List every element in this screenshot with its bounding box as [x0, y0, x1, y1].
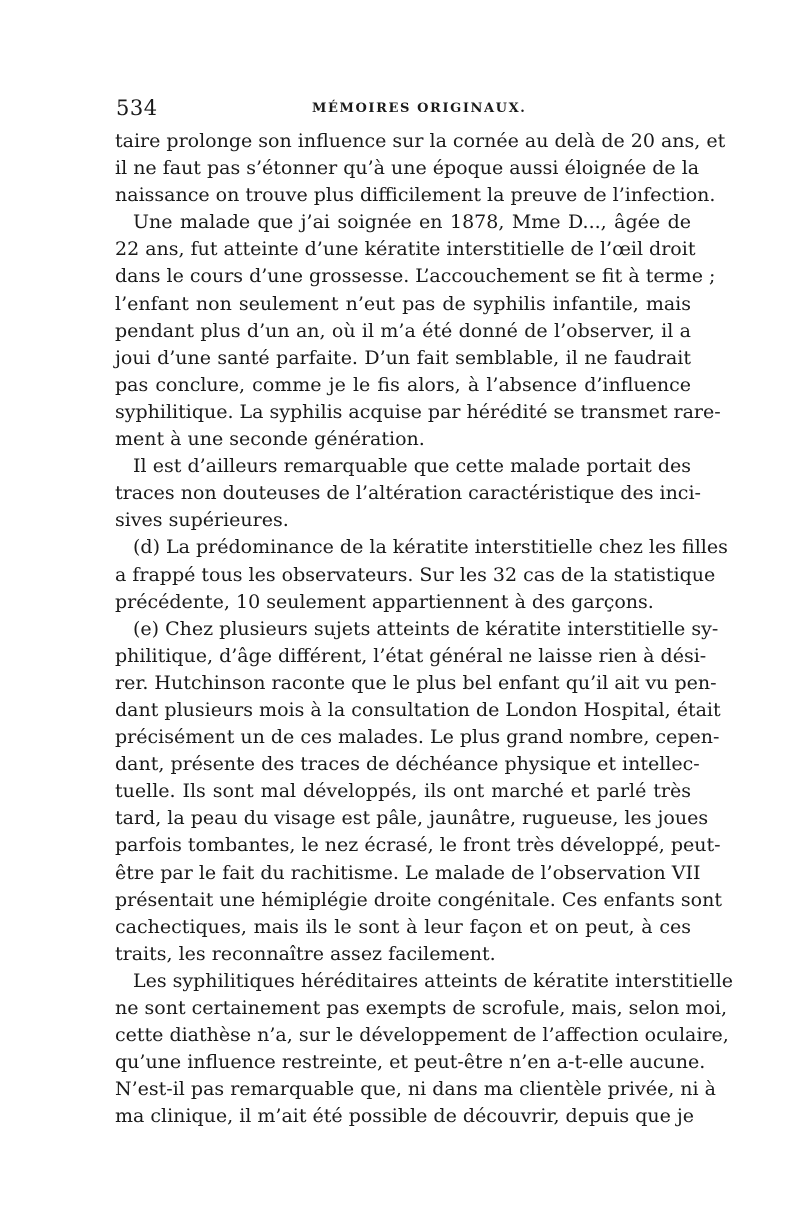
text-line: être par le fait du rachitisme. Le malade de l’observation VII — [115, 861, 701, 884]
text-line: dant, présente des traces de déchéance physique et intellec- — [115, 753, 700, 776]
running-head — [116, 96, 690, 124]
text-line: dans le cours d’une grossesse. L’accouchement se fit à terme ; — [115, 265, 716, 288]
text-line: sives supérieures. — [115, 509, 289, 532]
text-line: ma clinique, il m’ait été possible de découvrir, depuis que je — [115, 1105, 695, 1128]
text-line: Les syphilitiques héréditaires atteints de kératite interstitielle — [133, 969, 734, 992]
text-line: précisément un de ces malades. Le plus grand nombre, cepen- — [115, 726, 720, 749]
text-line: syphilitique. La syphilis acquise par hérédité se transmet rare- — [115, 400, 721, 423]
text-line: pendant plus d’un an, où il m’a été donné de l’observer, il a — [115, 319, 691, 342]
text-line: il ne faut pas s’étonner qu’à une époque aussi éloignée de la — [115, 157, 700, 180]
text-line: (d) La prédominance de la kératite interstitielle chez les filles — [133, 536, 728, 559]
text-line: philitique, d’âge différent, l’état général ne laisse rien à dési- — [115, 644, 707, 667]
journal-title: MÉMOIRES ORIGINAUX. — [312, 101, 527, 116]
text-line: tard, la peau du visage est pâle, jaunâtre, rugueuse, les joues — [115, 807, 709, 830]
text-line: naissance on trouve plus difficilement la preuve de l’infection. — [115, 184, 716, 207]
text-line: joui d’une santé parfaite. D’un fait semblable, il ne faudrait — [115, 346, 691, 369]
text-line: l’enfant non seulement n’eut pas de syphilis infantile, mais — [115, 292, 691, 315]
text-line: traits, les reconnaître assez facilement. — [115, 942, 496, 965]
text-line: a frappé tous les observateurs. Sur les 32 cas de la statistique — [115, 563, 716, 586]
text-line: pas conclure, comme je le fis alors, à l’absence d’influence — [115, 373, 691, 396]
text-line: ment à une seconde génération. — [115, 428, 425, 451]
text-line: tuelle. Ils sont mal développés, ils ont marché et parlé très — [115, 780, 691, 803]
text-line: Une malade que j’ai soignée en 1878, Mme D..., âgée de — [133, 211, 691, 234]
text-line: rer. Hutchinson raconte que le plus bel enfant qu’il ait vu pen- — [115, 671, 717, 694]
body-text — [115, 128, 734, 1130]
text-line: cette diathèse n’a, sur le développement de l’affection oculaire, — [115, 1024, 729, 1047]
page-number: 534 — [116, 96, 158, 120]
text-line: (e) Chez plusieurs sujets atteints de kératite interstitielle sy- — [133, 617, 719, 640]
text-line: dant plusieurs mois à la consultation de London Hospital, était — [115, 698, 721, 721]
text-line: 22 ans, fut atteinte d’une kératite interstitielle de l’œil droit — [115, 238, 696, 261]
text-line: taire prolonge son influence sur la cornée au delà de 20 ans, et — [115, 130, 726, 152]
text-line: ne sont certainement pas exempts de scrofule, mais, selon moi, — [115, 997, 728, 1019]
text-line: parfois tombantes, le nez écrasé, le front très développé, peut- — [115, 834, 721, 857]
text-line: N’est-il pas remarquable que, ni dans ma clientèle privée, ni à — [115, 1078, 716, 1101]
text-line: Il est d’ailleurs remarquable que cette malade portait des — [133, 455, 691, 478]
text-line: traces non douteuses de l’altération caractéristique des inci- — [115, 482, 701, 505]
text-line: cachectiques, mais ils le sont à leur façon et on peut, à ces — [115, 915, 691, 938]
text-line: précédente, 10 seulement appartiennent à des garçons. — [115, 590, 654, 613]
text-line: présentait une hémiplégie droite congénitale. Ces enfants sont — [115, 888, 722, 911]
text-line: qu’une influence restreinte, et peut-être n’en a-t-elle aucune. — [115, 1051, 706, 1074]
